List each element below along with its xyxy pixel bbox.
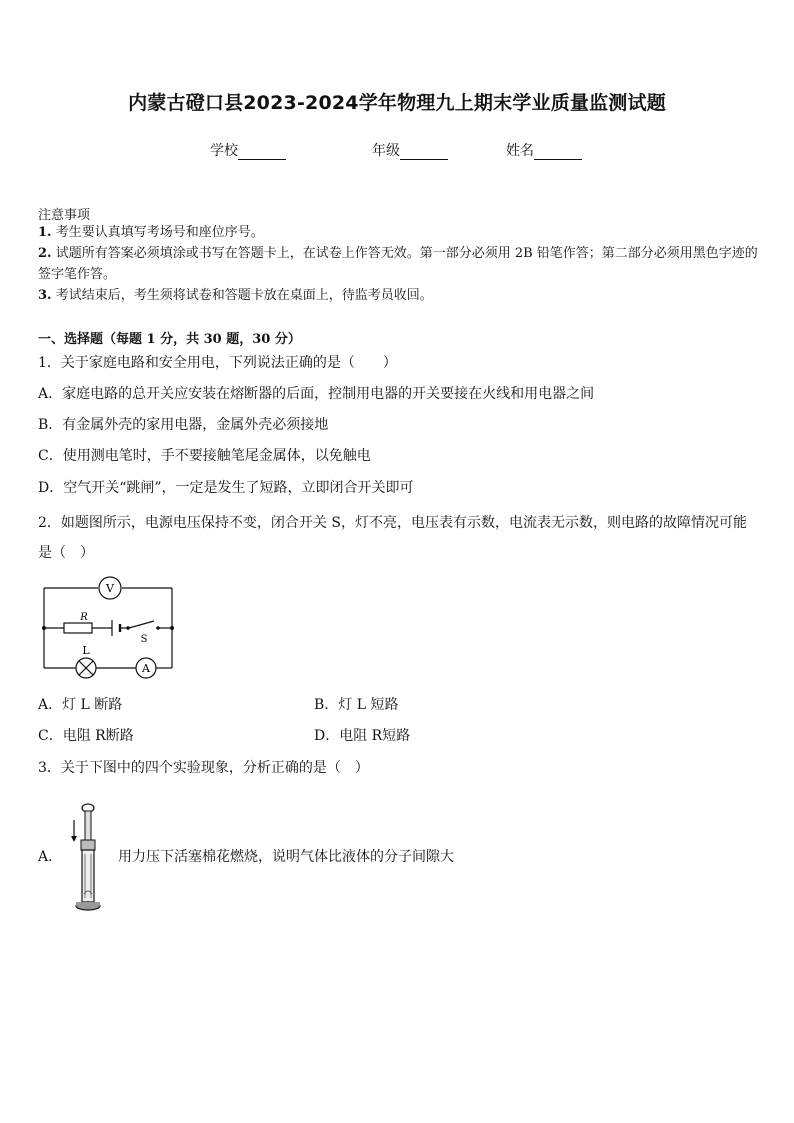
q3-option-a-text: 用力压下活塞棉花燃烧，说明气体比液体的分子间隙大 xyxy=(118,849,454,865)
note-text: 考生要认真填写考场号和座位序号。 xyxy=(55,225,264,240)
exam-title: 内蒙古磴口县2023-2024学年物理九上期末学业质量监测试题 xyxy=(128,92,666,114)
q1-option-d: D．空气开关“跳闸”，一定是发生了短路，立即闭合开关即可 xyxy=(38,480,414,496)
grade-field xyxy=(372,140,448,160)
fire-syringe-icon xyxy=(66,800,106,918)
name-field xyxy=(506,140,582,160)
svg-text:R: R xyxy=(80,612,88,623)
name-blank xyxy=(534,145,582,160)
note-number: 1. xyxy=(38,225,52,240)
svg-text:L: L xyxy=(82,644,90,657)
q2-option-c: C．电阻 R断路 xyxy=(38,728,134,744)
note-item xyxy=(38,285,760,306)
grade-label: 年级 xyxy=(372,143,400,159)
circuit-diagram xyxy=(36,570,181,685)
school-blank xyxy=(238,145,286,160)
q2-option-d: D．电阻 R短路 xyxy=(314,728,411,744)
switch-icon xyxy=(126,621,160,645)
q3-option-a-label: A． xyxy=(38,849,63,865)
question-3-stem: 3．关于下图中的四个实验现象，分析正确的是（ ） xyxy=(38,760,369,776)
ammeter-icon xyxy=(136,658,156,678)
resistor-icon xyxy=(64,612,92,633)
q1-option-a: A．家庭电路的总开关应安装在熔断器的后面，控制用电器的开关要接在火线和用电器之间 xyxy=(38,386,595,402)
note-number: 3. xyxy=(38,288,52,303)
battery-icon xyxy=(112,620,120,636)
section-heading: 一、选择题（每题 1 分，共 30 题，30 分） xyxy=(38,332,301,347)
name-label: 姓名 xyxy=(506,143,534,159)
question-1-stem: 1．关于家庭电路和安全用电，下列说法正确的是（ ） xyxy=(38,355,397,371)
school-label: 学校 xyxy=(210,143,238,159)
note-item xyxy=(38,243,760,285)
q2-option-b: B．灯 L 短路 xyxy=(314,697,399,713)
grade-blank xyxy=(400,145,448,160)
question-2-stem: 2．如题图所示，电源电压保持不变，闭合开关 S，灯不亮，电压表有示数，电流表无示数，则电路的故障情况可能是（ ） xyxy=(38,515,747,561)
q1-option-c: C．使用测电笔时，手不要接触笔尾金属体，以免触电 xyxy=(38,448,371,464)
voltmeter-icon xyxy=(99,577,121,599)
note-number: 2. xyxy=(38,246,52,261)
note-text: 试题所有答案必须填涂或书写在答题卡上，在试卷上作答无效。第一部分必须用 2B 铅笔作答；第二部分必须用黑色字迹的签字笔作答。 xyxy=(38,246,758,282)
q1-option-b: B．有金属外壳的家用电器，金属外壳必须接地 xyxy=(38,417,329,433)
notes-heading: 注意事项 xyxy=(38,208,91,223)
note-text: 考试结束后，考生须将试卷和答题卡放在桌面上，待监考员收回。 xyxy=(55,288,433,303)
svg-text:S: S xyxy=(140,634,148,645)
svg-text:A: A xyxy=(142,662,150,675)
lamp-icon xyxy=(76,644,96,678)
svg-text:V: V xyxy=(106,582,114,595)
school-field xyxy=(210,140,286,160)
note-item xyxy=(38,222,760,243)
q2-option-a: A．灯 L 断路 xyxy=(38,697,123,713)
